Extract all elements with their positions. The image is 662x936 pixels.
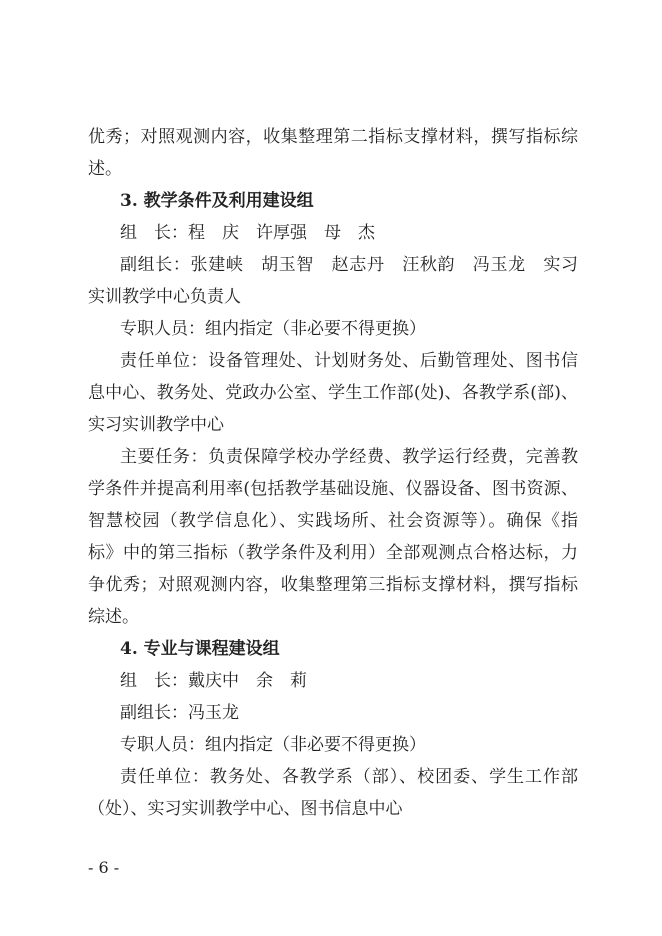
staff-line: 专职人员：组内指定（非必要不得更换）	[120, 319, 426, 339]
staff-line: 专职人员：组内指定（非必要不得更换）	[120, 735, 426, 755]
page-number: - 6 -	[88, 858, 120, 877]
section-heading: 3. 教学条件及利用建设组	[120, 191, 314, 211]
body-line: 智慧校园（教学信息化）、实践场所、社会资源等）。确保《指	[88, 511, 578, 531]
deputy-leader-line: 副组长：冯玉龙	[120, 703, 239, 723]
body-line: 学条件并提高利用率(包括教学基础设施、仪器设备、图书资源、	[88, 479, 578, 499]
section-heading: 4. 专业与课程建设组	[120, 639, 280, 659]
group-leader-line: 组 长：戴庆中 余 莉	[120, 671, 307, 691]
body-line: 优秀；对照观测内容，收集整理第二指标支撑材料，撰写指标综	[88, 127, 578, 147]
group-leader-line: 组 长：程 庆 许厚强 母 杰	[120, 223, 375, 243]
body-line: 标》中的第三指标（教学条件及利用）全部观测点合格达标，力	[88, 543, 578, 563]
tasks-line: 主要任务：负责保障学校办学经费、教学运行经费，完善教	[120, 447, 578, 467]
body-line: 息中心、教务处、党政办公室、学生工作部(处)、各教学系(部)、	[88, 383, 578, 403]
deputy-leader-line: 副组长：张建峡 胡玉智 赵志丹 汪秋韵 冯玉龙 实习	[120, 255, 578, 275]
body-line: 实训教学中心负责人	[88, 287, 241, 307]
body-line: （处）、实习实训教学中心、图书信息中心	[88, 799, 403, 819]
body-line: 争优秀；对照观测内容，收集整理第三指标支撑材料，撰写指标	[88, 575, 578, 595]
body-line: 综述。	[88, 607, 139, 627]
body-line: 实习实训教学中心	[88, 415, 224, 435]
units-line: 责任单位：设备管理处、计划财务处、后勤管理处、图书信	[120, 351, 578, 371]
body-line: 述。	[88, 159, 122, 179]
units-line: 责任单位：教务处、各教学系（部）、校团委、学生工作部	[120, 767, 578, 787]
